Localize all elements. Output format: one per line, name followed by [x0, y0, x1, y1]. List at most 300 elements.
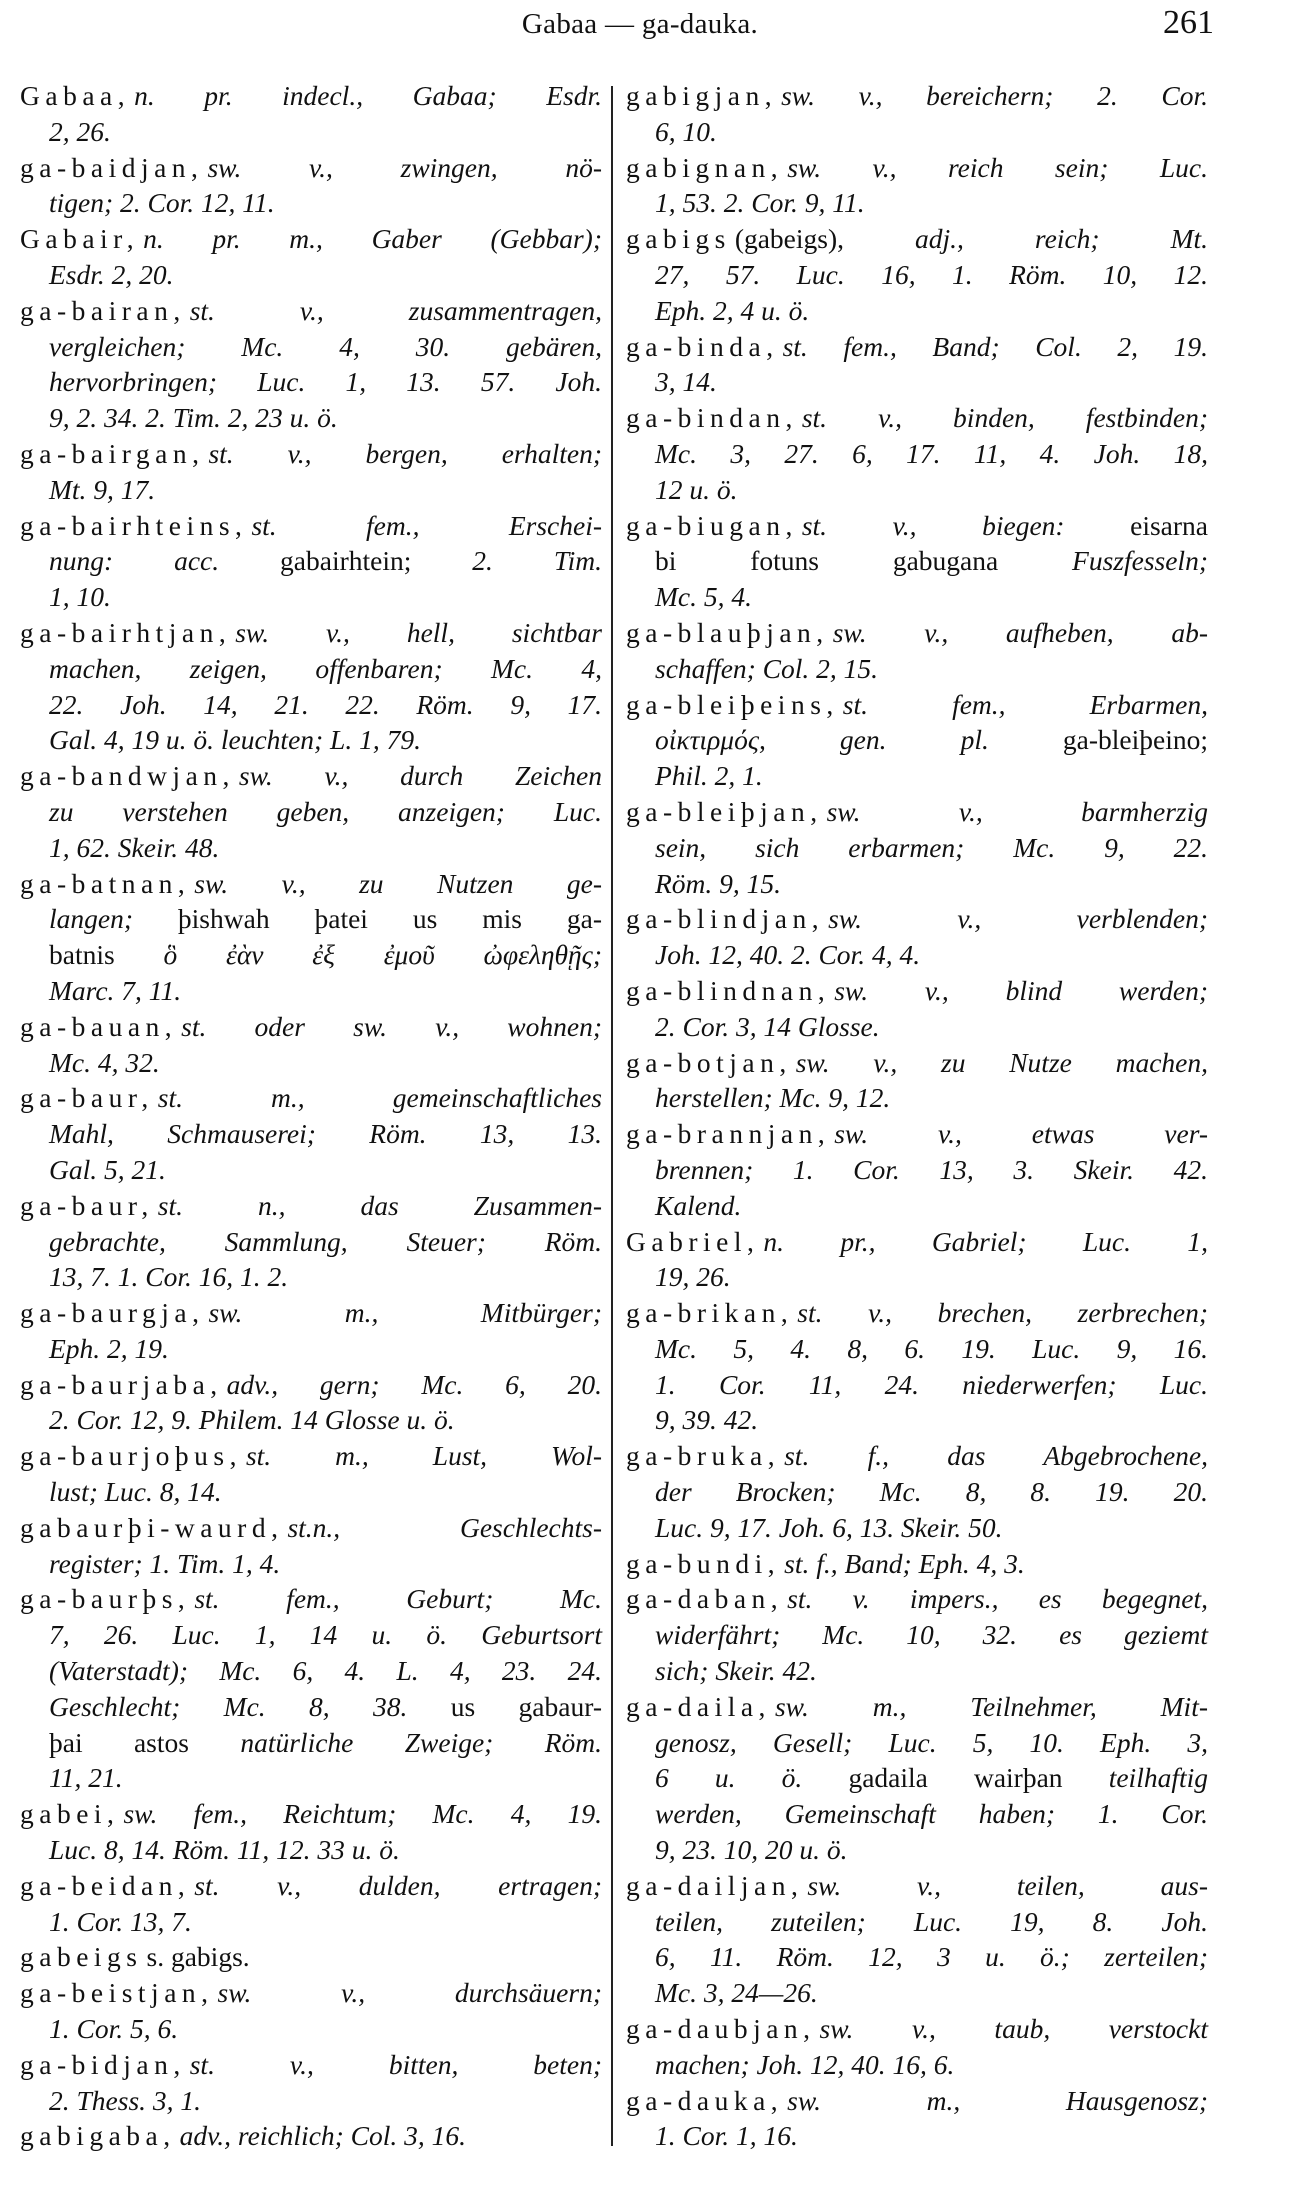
dictionary-entry	[626, 687, 1208, 794]
definition-text: 9, 2. 34. 2. Tim. 2, 23 u. ö.	[49, 402, 338, 434]
definition-text: sw. v., durch Zeichen	[238, 760, 602, 792]
entry-line	[20, 1188, 602, 1224]
entry-line	[20, 1438, 602, 1474]
headword: ga-bundi,	[626, 1547, 781, 1579]
entry-line	[626, 114, 1208, 150]
entry-line	[20, 1224, 602, 1260]
dictionary-entry	[20, 78, 602, 150]
entry-line	[626, 1689, 1208, 1725]
definition-text: sw. m., Hausgenosz;	[787, 2084, 1208, 2116]
definition-text: herstellen; Mc. 9, 12.	[655, 1082, 891, 1114]
definition-text: st. v., biegen:	[801, 509, 1131, 541]
page-header	[0, 4, 1304, 44]
entry-line	[626, 1868, 1208, 1904]
definition-text: Mc. 3, 27. 6, 17. 11, 4. Joh. 18,	[655, 437, 1208, 469]
gothic-text: bi fotuns gabugana	[655, 545, 999, 577]
gothic-text: eisarna	[1130, 509, 1208, 541]
definition-text: sw. v., blind werden;	[834, 974, 1208, 1006]
entry-line	[626, 472, 1208, 508]
entry-line	[20, 543, 602, 579]
entry-line	[626, 1009, 1208, 1045]
definition-text: sw. v., aufheben, ab-	[832, 616, 1208, 648]
entry-line	[20, 1045, 602, 1081]
definition-text: Mc. 5, 4. 8, 6. 19. Luc. 9, 16.	[655, 1332, 1208, 1364]
headword: gabigs	[626, 223, 731, 255]
entry-line	[626, 1725, 1208, 1761]
definition-text: sein, sich erbarmen; Mc. 9, 22.	[655, 831, 1208, 863]
headword: ga-daban,	[626, 1583, 784, 1615]
definition-text: ὃ ἐὰν ἐξ ἐμοῦ ὠφεληθῇς;	[114, 939, 602, 971]
entry-line	[626, 1295, 1208, 1331]
entry-line	[626, 1080, 1208, 1116]
definition-text: 2, 26.	[49, 115, 111, 147]
headword: ga-daubjan,	[626, 2013, 816, 2045]
headword: ga-bauan,	[20, 1010, 178, 1042]
definition-text: st. v., binden, festbinden;	[801, 402, 1208, 434]
definition-text: 6, 10.	[655, 115, 717, 147]
dictionary-entry	[626, 1116, 1208, 1223]
entry-line	[626, 400, 1208, 436]
dictionary-entry	[626, 78, 1208, 150]
definition-text: Kalend.	[655, 1189, 742, 1221]
dictionary-entry	[20, 1438, 602, 1510]
definition-text: natürliche Zweige; Röm.	[188, 1726, 602, 1758]
headword: ga-bairan,	[20, 294, 186, 326]
entry-line	[626, 866, 1208, 902]
right-column	[626, 78, 1208, 2154]
definition-text: genosz, Gesell; Luc. 5, 10. Eph. 3,	[655, 1726, 1208, 1758]
dictionary-entry	[20, 1975, 602, 2047]
entry-line	[626, 364, 1208, 400]
entry-line	[20, 1725, 602, 1761]
definition-text: nung: acc.	[49, 545, 281, 577]
headword: ga-daila,	[626, 1690, 771, 1722]
entry-line	[20, 2083, 602, 2119]
dictionary-entry	[20, 1510, 602, 1582]
definition-text: st. v., dulden, ertragen;	[194, 1869, 602, 1901]
entry-line	[20, 1402, 602, 1438]
entry-line	[626, 1259, 1208, 1295]
entry-line	[20, 185, 602, 221]
headword: ga-batnan,	[20, 867, 191, 899]
headword: ga-blindjan,	[626, 903, 825, 935]
dictionary-entry	[626, 2011, 1208, 2083]
headword: ga-botjan,	[626, 1046, 792, 1078]
definition-text: 22. Joh. 14, 21. 22. Röm. 9, 17.	[49, 688, 602, 720]
definition-text: Marc. 7, 11.	[49, 974, 182, 1006]
entry-line	[626, 1045, 1208, 1081]
entry-line	[20, 1689, 602, 1725]
left-column	[20, 78, 602, 2154]
definition-text: machen, zeigen, offenbaren; Mc. 4,	[49, 652, 602, 684]
entry-line	[626, 257, 1208, 293]
definition-text: widerfährt; Mc. 10, 32. es geziemt	[655, 1619, 1208, 1651]
definition-text: st. n., das Zusammen-	[157, 1189, 602, 1221]
entry-line	[626, 687, 1208, 723]
definition-text: sw. v., bereichern; 2. Cor.	[781, 80, 1208, 111]
entry-line	[626, 1510, 1208, 1546]
dictionary-entry	[626, 615, 1208, 687]
dictionary-entry	[626, 329, 1208, 401]
column-divider	[611, 86, 613, 2146]
dictionary-entry	[626, 973, 1208, 1045]
dictionary-entry	[20, 1080, 602, 1187]
definition-text: 2. Cor. 12, 9. Philem. 14 Glosse u. ö.	[49, 1404, 455, 1436]
page-number: 261	[1163, 4, 1214, 41]
headword: ga-baidjan,	[20, 151, 204, 183]
definition-text: st. f., Band; Eph. 4, 3.	[784, 1547, 1025, 1579]
dictionary-entry	[20, 293, 602, 436]
definition-text: 6, 11. Röm. 12, 3 u. ö.; zerteilen;	[655, 1941, 1208, 1973]
headword: ga-baurþs,	[20, 1583, 191, 1615]
entry-line	[626, 722, 1208, 758]
definition-text: Mc. 3, 24—26.	[655, 1977, 818, 2009]
dictionary-entry	[626, 901, 1208, 973]
entry-line	[20, 1832, 602, 1868]
entry-line	[20, 1009, 602, 1045]
definition-text: 1, 62. Skeir. 48.	[49, 831, 220, 863]
headword: ga-bairgan,	[20, 437, 205, 469]
definition-text: 6 u. ö.	[655, 1762, 849, 1794]
gothic-text: þishwah þatei us mis ga-	[177, 903, 602, 935]
entry-line	[626, 1546, 1208, 1582]
entry-line	[20, 1331, 602, 1367]
dictionary-entry	[626, 1868, 1208, 2011]
definition-text: st. fem., Band; Col. 2, 19.	[782, 330, 1208, 362]
dictionary-entry	[20, 1295, 602, 1367]
definition-text: Gal. 4, 19 u. ö. leuchten; L. 1, 79.	[49, 724, 421, 756]
entry-line	[20, 1152, 602, 1188]
entry-line	[626, 1474, 1208, 1510]
definition-text: sw. m., Mitbürger;	[208, 1297, 602, 1329]
running-title: Gabaa — ga-dauka.	[521, 8, 759, 40]
headword: ga-blindnan,	[626, 974, 831, 1006]
definition-text: der Brocken; Mc. 8, 8. 19. 20.	[655, 1476, 1208, 1508]
definition-text: werden, Gemeinschaft haben; 1. Cor.	[655, 1798, 1208, 1830]
definition-text: st. m., gemeinschaftliches	[157, 1082, 602, 1114]
entry-line	[20, 651, 602, 687]
entry-line	[20, 1116, 602, 1152]
dictionary-entry	[626, 1224, 1208, 1296]
definition-text: adv., gern; Mc. 6, 20.	[226, 1368, 602, 1400]
headword: ga-bruka,	[626, 1440, 781, 1472]
entry-line	[20, 1295, 602, 1331]
definition-text: lust; Luc. 8, 14.	[49, 1476, 222, 1508]
dictionary-entry	[626, 221, 1208, 328]
entry-line	[626, 1796, 1208, 1832]
entry-line	[626, 1653, 1208, 1689]
definition-text: sw. m., Teilnehmer, Mit-	[774, 1690, 1208, 1722]
dictionary-entry	[626, 1045, 1208, 1117]
dictionary-entry	[20, 1939, 602, 1975]
definition-text: sw. v., zwingen, nö-	[207, 151, 602, 183]
entry-line	[20, 1975, 602, 2011]
definition-text: 7, 26. Luc. 1, 14 u. ö. Geburtsort	[49, 1619, 602, 1651]
entry-line	[20, 1868, 602, 1904]
definition-text: Joh. 12, 40. 2. Cor. 4, 4.	[655, 939, 921, 971]
dictionary-entry	[20, 508, 602, 615]
entry-line	[20, 508, 602, 544]
entry-line	[626, 1331, 1208, 1367]
headword: ga-blauþjan,	[626, 616, 829, 648]
entry-line	[20, 937, 602, 973]
entry-line	[626, 2083, 1208, 2119]
definition-text: 11, 21.	[49, 1762, 123, 1794]
definition-text: 1, 53. 2. Cor. 9, 11.	[655, 187, 865, 219]
definition-text: schaffen; Col. 2, 15.	[655, 652, 879, 684]
definition-text: 12 u. ö.	[655, 473, 738, 505]
headword: ga-bindan,	[626, 402, 798, 434]
headword: ga-bairhtjan,	[20, 616, 232, 648]
entry-line	[626, 1438, 1208, 1474]
dictionary-entry	[626, 2083, 1208, 2155]
entry-line	[626, 1617, 1208, 1653]
definition-text: sw. v., barmherzig	[826, 795, 1208, 827]
definition-text: Esdr. 2, 20.	[49, 258, 174, 290]
dictionary-entry	[20, 1796, 602, 1868]
definition-text: 1, 10.	[49, 581, 111, 613]
entry-line	[20, 1510, 602, 1546]
definition-text: st. v., bergen, erhalten;	[208, 437, 602, 469]
entry-line	[20, 615, 602, 651]
definition-text: Mahl, Schmauserei; Röm. 13, 13.	[49, 1118, 602, 1150]
entry-line	[20, 1259, 602, 1295]
gothic-text: þai astos	[49, 1726, 189, 1758]
dictionary-entry	[20, 1009, 602, 1081]
definition-text: sw. v., hell, sichtbar	[235, 616, 602, 648]
entry-line	[626, 615, 1208, 651]
dictionary-entry	[20, 221, 602, 293]
dictionary-entry	[20, 2047, 602, 2119]
definition-text: zu verstehen geben, anzeigen; Luc.	[49, 795, 602, 827]
entry-line	[626, 937, 1208, 973]
entry-line	[626, 293, 1208, 329]
headword: gabaurþi-waurd,	[20, 1511, 284, 1543]
definition-text: 1. Cor. 1, 16.	[655, 2120, 798, 2152]
headword: gabeigs	[20, 1941, 143, 1973]
entry-line	[626, 1402, 1208, 1438]
definition-text: sw. fem., Reichtum; Mc. 4, 19.	[123, 1798, 602, 1830]
dictionary-entry	[626, 1689, 1208, 1868]
entry-line	[626, 901, 1208, 937]
entry-line	[20, 364, 602, 400]
entry-line	[626, 78, 1208, 114]
headword: ga-brannjan,	[626, 1118, 831, 1150]
dictionary-entry	[20, 1367, 602, 1439]
definition-text: (Vaterstadt); Mc. 6, 4. L. 4, 23. 24.	[49, 1655, 602, 1687]
dictionary-entry	[20, 615, 602, 758]
definition-text: register; 1. Tim. 1, 4.	[49, 1547, 281, 1579]
gothic-text: s. gabigs.	[146, 1941, 250, 1973]
definition-text: sw. v., teilen, aus-	[807, 1869, 1208, 1901]
definition-text: teilhaftig	[1062, 1762, 1209, 1794]
entry-line	[20, 722, 602, 758]
entry-line	[20, 758, 602, 794]
entry-line	[20, 1546, 602, 1582]
headword: ga-baurjoþus,	[20, 1440, 242, 1472]
dictionary-entry	[626, 1295, 1208, 1438]
definition-text: st. f., das Abgebrochene,	[784, 1440, 1208, 1472]
gothic-text: batnis	[49, 939, 115, 971]
entry-line	[626, 508, 1208, 544]
definition-text: 2. Thess. 3, 1.	[49, 2084, 202, 2116]
definition-text: n. pr. indecl., Gabaa; Esdr.	[134, 80, 602, 111]
headword: ga-brikan,	[626, 1297, 794, 1329]
entry-line	[626, 2118, 1208, 2154]
entry-line	[626, 1975, 1208, 2011]
definition-text: st. v., zusammentragen,	[189, 294, 602, 326]
entry-line	[626, 150, 1208, 186]
definition-text: Eph. 2, 19.	[49, 1332, 169, 1364]
definition-text: sw. v., verblenden;	[828, 903, 1208, 935]
definition-text: 2. Tim.	[411, 545, 602, 577]
headword: ga-bleiþjan,	[626, 795, 823, 827]
definition-text: vergleichen; Mc. 4, 30. gebären,	[49, 330, 602, 362]
entry-line	[626, 830, 1208, 866]
definition-text: st. m., Lust, Wol-	[245, 1440, 602, 1472]
definition-text: st. fem., Erschei-	[251, 509, 602, 541]
entry-line	[626, 1224, 1208, 1260]
headword: ga-bleiþeins,	[626, 688, 839, 720]
entry-line	[626, 758, 1208, 794]
entry-line	[20, 257, 602, 293]
entry-line	[626, 651, 1208, 687]
entry-line	[20, 2118, 602, 2154]
definition-text: Luc. 8, 14. Röm. 11, 12. 33 u. ö.	[49, 1834, 400, 1866]
definition-text: sw. v., durchsäuern;	[217, 1977, 602, 2009]
definition-text: Mt. 9, 17.	[49, 473, 156, 505]
entry-line	[626, 1367, 1208, 1403]
entry-line	[20, 1904, 602, 1940]
definition-text: n. pr., Gabriel; Luc. 1,	[763, 1225, 1208, 1257]
headword: ga-biugan,	[626, 509, 798, 541]
entry-line	[626, 1116, 1208, 1152]
definition-text: Mc. 4, 32.	[49, 1046, 160, 1078]
definition-text: 27, 57. Luc. 16, 1. Röm. 10, 12.	[655, 258, 1208, 290]
entry-line	[20, 2011, 602, 2047]
headword: ga-bairhteins,	[20, 509, 248, 541]
dictionary-entry	[626, 150, 1208, 222]
definition-text: tigen; 2. Cor. 12, 11.	[49, 187, 275, 219]
definition-text: 19, 26.	[655, 1261, 731, 1293]
entry-line	[20, 78, 602, 114]
gothic-text: (gabeigs),	[734, 223, 845, 255]
headword: ga-bidjan,	[20, 2048, 186, 2080]
definition-text: n. pr. m., Gaber (Gebbar);	[143, 223, 602, 255]
entry-line	[626, 579, 1208, 615]
entry-line	[626, 1832, 1208, 1868]
entry-line	[20, 114, 602, 150]
entry-line	[20, 400, 602, 436]
definition-text: 1. Cor. 11, 24. niederwerfen; Luc.	[655, 1368, 1208, 1400]
dictionary-entry	[20, 758, 602, 865]
definition-text: sw. v., reich sein; Luc.	[787, 151, 1208, 183]
headword: ga-baurgja,	[20, 1297, 205, 1329]
definition-text: langen;	[49, 903, 178, 935]
entry-line	[20, 687, 602, 723]
gothic-text: ga-bleiþeino;	[1062, 724, 1208, 756]
entry-line	[20, 830, 602, 866]
definition-text: Eph. 2, 4 u. ö.	[655, 294, 810, 326]
entry-line	[20, 901, 602, 937]
entry-line	[20, 150, 602, 186]
entry-line	[20, 1653, 602, 1689]
definition-text: st.n., Geschlechts-	[287, 1511, 602, 1543]
entry-line	[626, 2011, 1208, 2047]
dictionary-entry	[20, 1581, 602, 1796]
entry-line	[20, 794, 602, 830]
definition-text: 13, 7. 1. Cor. 16, 1. 2.	[49, 1261, 289, 1293]
definition-text: 1. Cor. 13, 7.	[49, 1905, 192, 1937]
definition-text: gebrachte, Sammlung, Steuer; Röm.	[49, 1225, 602, 1257]
headword: ga-baurjaba,	[20, 1368, 223, 1400]
definition-text: st. v., bitten, beten;	[189, 2048, 602, 2080]
definition-text: 1. Cor. 5, 6.	[49, 2013, 179, 2045]
entry-line	[626, 543, 1208, 579]
definition-text: Geschlecht; Mc. 8, 38.	[49, 1690, 451, 1722]
definition-text: Röm. 9, 15.	[655, 867, 782, 899]
entry-line	[20, 1796, 602, 1832]
entry-line	[626, 973, 1208, 1009]
definition-text: brennen; 1. Cor. 13, 3. Skeir. 42.	[655, 1153, 1208, 1185]
dictionary-entry	[20, 1868, 602, 1940]
definition-text: sw. v., zu Nutzen ge-	[194, 867, 602, 899]
entry-line	[20, 1617, 602, 1653]
dictionary-entry	[626, 794, 1208, 901]
headword: gabei,	[20, 1798, 120, 1830]
definition-text: sw. v., etwas ver-	[834, 1118, 1208, 1150]
headword: Gabaa,	[20, 80, 131, 111]
definition-text: machen; Joh. 12, 40. 16, 6.	[655, 2048, 955, 2080]
definition-text: Phil. 2, 1.	[655, 760, 763, 792]
definition-text: st. oder sw. v., wohnen;	[181, 1010, 602, 1042]
entry-line	[626, 1188, 1208, 1224]
definition-text: adv., reichlich; Col. 3, 16.	[179, 2120, 467, 2152]
entry-line	[20, 579, 602, 615]
entry-line	[20, 472, 602, 508]
definition-text: st. fem., Geburt; Mc.	[194, 1583, 602, 1615]
entry-line	[626, 329, 1208, 365]
headword: ga-beidan,	[20, 1869, 191, 1901]
definition-text: Gal. 5, 21.	[49, 1153, 166, 1185]
dictionary-entry	[20, 1188, 602, 1295]
entry-line	[626, 794, 1208, 830]
entry-line	[20, 1939, 602, 1975]
headword: ga-dailjan,	[626, 1869, 804, 1901]
gothic-text: gadaila wairþan	[848, 1762, 1063, 1794]
dictionary-entry	[20, 2118, 602, 2154]
entry-line	[626, 221, 1208, 257]
entry-line	[626, 1939, 1208, 1975]
headword: ga-baur,	[20, 1082, 154, 1114]
entry-line	[20, 973, 602, 1009]
headword: ga-bandwjan,	[20, 760, 235, 792]
headword: gabigaba,	[20, 2120, 176, 2152]
entry-line	[20, 1080, 602, 1116]
gothic-text: gabairhtein;	[280, 545, 412, 577]
headword: gabigjan,	[626, 80, 778, 111]
definition-text: sich; Skeir. 42.	[655, 1655, 817, 1687]
entry-line	[20, 436, 602, 472]
definition-text: hervorbringen; Luc. 1, 13. 57. Joh.	[49, 366, 602, 398]
headword: ga-beistjan,	[20, 1977, 214, 2009]
entry-line	[626, 1581, 1208, 1617]
entry-line	[626, 1152, 1208, 1188]
definition-text: 2. Cor. 3, 14 Glosse.	[655, 1010, 880, 1042]
entry-line	[20, 866, 602, 902]
definition-text: st. v. impers., es begegnet,	[787, 1583, 1208, 1615]
dictionary-entry	[20, 866, 602, 1009]
